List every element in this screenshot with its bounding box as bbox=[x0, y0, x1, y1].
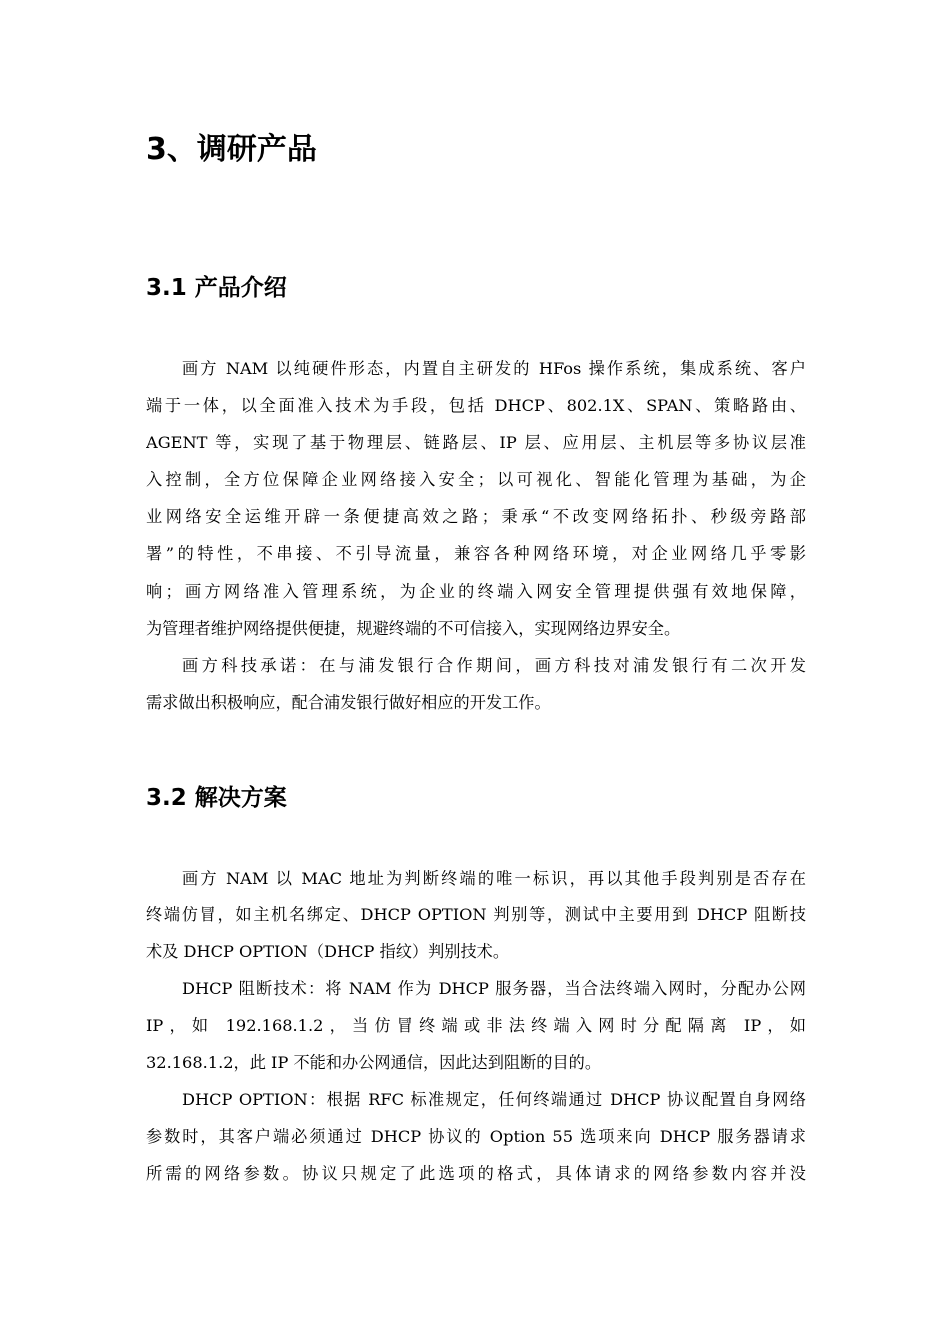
paragraph-line: 术及 DHCP OPTION（DHCP 指纹）判别技术。 bbox=[146, 942, 510, 961]
paragraph-line: 终端仿冒，如主机名绑定、DHCP OPTION 判别等，测试中主要用到 DHCP 阻断技 bbox=[146, 905, 806, 924]
paragraph-line: AGENT 等，实现了基于物理层、链路层、IP 层、应用层、主机层等多协议层准 bbox=[146, 433, 806, 452]
chapter-heading: 3、调研产品 bbox=[146, 132, 317, 167]
paragraph-line: 参数时，其客户端必须通过 DHCP 协议的 Option 55 选项来向 DHCP 服务器请求 bbox=[146, 1127, 806, 1146]
paragraph-line: 业网络安全运维开辟一条便捷高效之路；秉承“不改变网络拓扑、秒级旁路部 bbox=[146, 507, 806, 526]
section-title-product-intro: 3.1 产品介绍 bbox=[146, 275, 287, 301]
paragraph-line: DHCP OPTION：根据 RFC 标准规定，任何终端通过 DHCP 协议配置自身网络 bbox=[182, 1090, 806, 1109]
paragraph-line: 端于一体，以全面准入技术为手段，包括 DHCP、802.1X、SPAN、策略路由、 bbox=[146, 396, 806, 415]
paragraph-line: 需求做出积极响应，配合浦发银行做好相应的开发工作。 bbox=[146, 693, 551, 712]
paragraph-line: 画方 NAM 以 MAC 地址为判断终端的唯一标识，再以其他手段判别是否存在 bbox=[182, 869, 806, 888]
paragraph-line: IP，如 192.168.1.2，当仿冒终端或非法终端入网时分配隔离 IP，如 bbox=[146, 1016, 806, 1035]
paragraph-line: 为管理者维护网络提供便捷，规避终端的不可信接入，实现网络边界安全。 bbox=[146, 619, 681, 638]
paragraph-line: 所需的网络参数。协议只规定了此选项的格式，具体请求的网络参数内容并没 bbox=[146, 1164, 806, 1183]
paragraph-line: 响；画方网络准入管理系统，为企业的终端入网安全管理提供强有效地保障， bbox=[146, 582, 806, 601]
paragraph-line: 32.168.1.2，此 IP 不能和办公网通信，因此达到阻断的目的。 bbox=[146, 1053, 602, 1072]
paragraph-line: 署”的特性，不串接、不引导流量，兼容各种网络环境，对企业网络几乎零影 bbox=[146, 544, 806, 563]
paragraph-line: 画方科技承诺：在与浦发银行合作期间，画方科技对浦发银行有二次开发 bbox=[182, 656, 806, 675]
paragraph-line: DHCP 阻断技术：将 NAM 作为 DHCP 服务器，当合法终端入网时，分配办公网 bbox=[182, 979, 806, 998]
paragraph-line: 画方 NAM 以纯硬件形态，内置自主研发的 HFos 操作系统，集成系统、客户 bbox=[182, 359, 806, 378]
section-title-solution: 3.2 解决方案 bbox=[146, 785, 287, 811]
paragraph-line: 入控制，全方位保障企业网络接入安全；以可视化、智能化管理为基础，为企 bbox=[146, 470, 806, 489]
